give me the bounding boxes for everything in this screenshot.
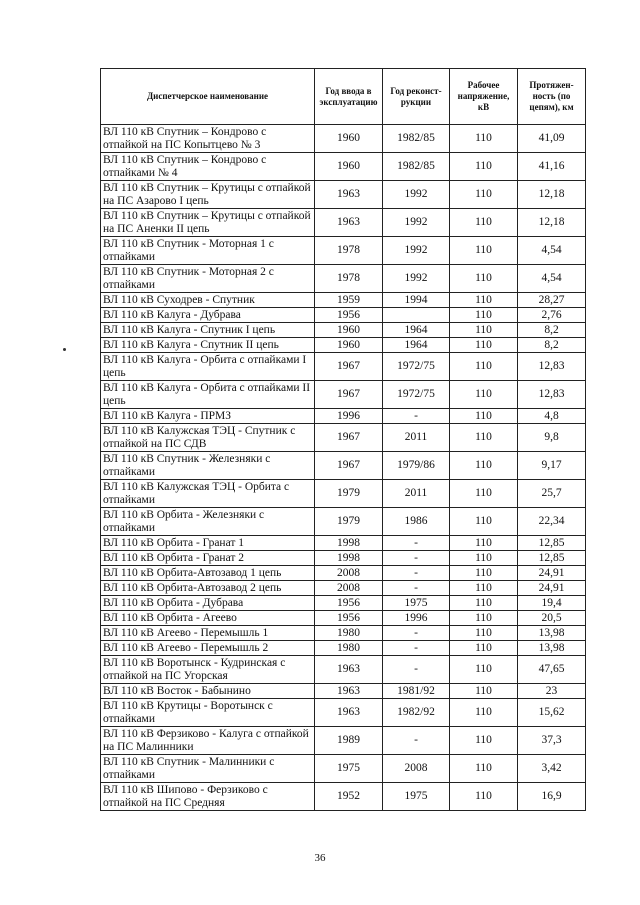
commission-year-cell: 1979 — [315, 480, 383, 508]
table-row — [101, 536, 586, 551]
length-cell: 8,2 — [518, 323, 586, 338]
reconstruction-year-cell: - — [383, 409, 450, 424]
reconstruction-year-cell: 1982/85 — [383, 125, 450, 153]
line-name-cell: ВЛ 110 кВ Калуга - Орбита с отпайками I цепь — [101, 353, 315, 381]
voltage-cell: 110 — [450, 209, 518, 237]
line-name-cell: ВЛ 110 кВ Калуга - Спутник I цепь — [101, 323, 315, 338]
line-name-cell: ВЛ 110 кВ Ферзиково - Калуга с отпайкой на ПС Малинники — [101, 727, 315, 755]
table-row — [101, 641, 586, 656]
line-name-cell: ВЛ 110 кВ Орбита - Гранат 2 — [101, 551, 315, 566]
length-cell: 3,42 — [518, 755, 586, 783]
voltage-cell: 110 — [450, 566, 518, 581]
commission-year-cell: 1956 — [315, 308, 383, 323]
length-cell: 16,9 — [518, 783, 586, 811]
line-name-cell: ВЛ 110 кВ Спутник – Крутицы с отпайкой на ПС Аненки II цепь — [101, 209, 315, 237]
commission-year-cell: 1980 — [315, 641, 383, 656]
reconstruction-year-cell: 2011 — [383, 480, 450, 508]
commission-year-cell: 1998 — [315, 551, 383, 566]
reconstruction-year-cell: 2008 — [383, 755, 450, 783]
reconstruction-year-cell: - — [383, 551, 450, 566]
voltage-cell: 110 — [450, 338, 518, 353]
length-cell: 41,09 — [518, 125, 586, 153]
length-cell: 2,76 — [518, 308, 586, 323]
voltage-cell: 110 — [450, 424, 518, 452]
voltage-cell: 110 — [450, 409, 518, 424]
table-row — [101, 293, 586, 308]
line-name-cell: ВЛ 110 кВ Спутник – Кондрово с отпайками № 4 — [101, 153, 315, 181]
length-cell: 12,18 — [518, 209, 586, 237]
reconstruction-year-cell: 1979/86 — [383, 452, 450, 480]
commission-year-cell: 1963 — [315, 656, 383, 684]
table-row — [101, 755, 586, 783]
length-cell: 15,62 — [518, 699, 586, 727]
table-row — [101, 783, 586, 811]
reconstruction-year-cell: - — [383, 536, 450, 551]
commission-year-cell: 1963 — [315, 684, 383, 699]
reconstruction-year-cell: 1975 — [383, 596, 450, 611]
reconstruction-year-cell: 1996 — [383, 611, 450, 626]
reconstruction-year-cell: - — [383, 626, 450, 641]
commission-year-cell: 1963 — [315, 209, 383, 237]
table-row — [101, 626, 586, 641]
margin-dot — [63, 348, 66, 351]
table-row — [101, 338, 586, 353]
line-name-cell: ВЛ 110 кВ Калужская ТЭЦ - Спутник с отпайкой на ПС СДВ — [101, 424, 315, 452]
length-cell: 4,54 — [518, 265, 586, 293]
length-cell: 9,17 — [518, 452, 586, 480]
table-row — [101, 551, 586, 566]
table-row — [101, 566, 586, 581]
header-length: Протяжен-ность (по цепям), км — [518, 69, 586, 125]
header-reconstruction-year: Год реконст-рукции — [383, 69, 450, 125]
commission-year-cell: 2008 — [315, 581, 383, 596]
line-name-cell: ВЛ 110 кВ Агеево - Перемышль 2 — [101, 641, 315, 656]
line-name-cell: ВЛ 110 кВ Агеево - Перемышль 1 — [101, 626, 315, 641]
commission-year-cell: 1967 — [315, 424, 383, 452]
table-row — [101, 125, 586, 153]
length-cell: 41,16 — [518, 153, 586, 181]
reconstruction-year-cell: 1992 — [383, 181, 450, 209]
page-number: 36 — [314, 852, 326, 864]
line-name-cell: ВЛ 110 кВ Орбита - Гранат 1 — [101, 536, 315, 551]
commission-year-cell: 1978 — [315, 265, 383, 293]
table-row — [101, 381, 586, 409]
line-name-cell: ВЛ 110 кВ Орбита-Автозавод 1 цепь — [101, 566, 315, 581]
voltage-cell: 110 — [450, 508, 518, 536]
table-row — [101, 656, 586, 684]
table-row — [101, 153, 586, 181]
voltage-cell: 110 — [450, 656, 518, 684]
reconstruction-year-cell: 1992 — [383, 265, 450, 293]
commission-year-cell: 2008 — [315, 566, 383, 581]
table-row — [101, 409, 586, 424]
commission-year-cell: 1963 — [315, 181, 383, 209]
commission-year-cell: 1960 — [315, 125, 383, 153]
length-cell: 24,91 — [518, 581, 586, 596]
line-name-cell: ВЛ 110 кВ Спутник – Крутицы с отпайкой на ПС Азарово I цепь — [101, 181, 315, 209]
voltage-cell: 110 — [450, 626, 518, 641]
reconstruction-year-cell: 1986 — [383, 508, 450, 536]
reconstruction-year-cell: 1972/75 — [383, 381, 450, 409]
reconstruction-year-cell: 1992 — [383, 209, 450, 237]
table-row — [101, 308, 586, 323]
length-cell: 12,83 — [518, 381, 586, 409]
line-name-cell: ВЛ 110 кВ Спутник - Железняки с отпайками — [101, 452, 315, 480]
length-cell: 20,5 — [518, 611, 586, 626]
voltage-cell: 110 — [450, 125, 518, 153]
commission-year-cell: 1959 — [315, 293, 383, 308]
line-name-cell: ВЛ 110 кВ Орбита-Автозавод 2 цепь — [101, 581, 315, 596]
table-row — [101, 596, 586, 611]
line-name-cell: ВЛ 110 кВ Спутник - Моторная 2 с отпайками — [101, 265, 315, 293]
table-row — [101, 424, 586, 452]
reconstruction-year-cell: 1994 — [383, 293, 450, 308]
line-name-cell: ВЛ 110 кВ Воротынск - Кудринская с отпайкой на ПС Угорская — [101, 656, 315, 684]
voltage-cell: 110 — [450, 293, 518, 308]
voltage-cell: 110 — [450, 581, 518, 596]
header-dispatch-name: Диспетчерское наименование — [101, 69, 315, 125]
length-cell: 4,8 — [518, 409, 586, 424]
commission-year-cell: 1960 — [315, 338, 383, 353]
table-row — [101, 480, 586, 508]
table-row — [101, 181, 586, 209]
voltage-cell: 110 — [450, 265, 518, 293]
table-row — [101, 209, 586, 237]
reconstruction-year-cell: 1981/92 — [383, 684, 450, 699]
reconstruction-year-cell: - — [383, 566, 450, 581]
length-cell: 37,3 — [518, 727, 586, 755]
commission-year-cell: 1960 — [315, 323, 383, 338]
reconstruction-year-cell: - — [383, 656, 450, 684]
commission-year-cell: 1989 — [315, 727, 383, 755]
voltage-cell: 110 — [450, 480, 518, 508]
length-cell: 47,65 — [518, 656, 586, 684]
commission-year-cell: 1956 — [315, 596, 383, 611]
commission-year-cell: 1980 — [315, 626, 383, 641]
length-cell: 23 — [518, 684, 586, 699]
line-name-cell: ВЛ 110 кВ Восток - Бабынино — [101, 684, 315, 699]
voltage-cell: 110 — [450, 153, 518, 181]
length-cell: 13,98 — [518, 641, 586, 656]
line-name-cell: ВЛ 110 кВ Спутник - Моторная 1 с отпайками — [101, 237, 315, 265]
commission-year-cell: 1996 — [315, 409, 383, 424]
line-name-cell: ВЛ 110 кВ Калуга - Спутник II цепь — [101, 338, 315, 353]
voltage-cell: 110 — [450, 641, 518, 656]
length-cell: 12,18 — [518, 181, 586, 209]
table-row — [101, 611, 586, 626]
commission-year-cell: 1975 — [315, 755, 383, 783]
reconstruction-year-cell: 1975 — [383, 783, 450, 811]
voltage-cell: 110 — [450, 699, 518, 727]
table-row — [101, 323, 586, 338]
line-name-cell: ВЛ 110 кВ Орбита - Дубрава — [101, 596, 315, 611]
length-cell: 12,85 — [518, 551, 586, 566]
length-cell: 9,8 — [518, 424, 586, 452]
commission-year-cell: 1960 — [315, 153, 383, 181]
commission-year-cell: 1952 — [315, 783, 383, 811]
length-cell: 12,85 — [518, 536, 586, 551]
length-cell: 19,4 — [518, 596, 586, 611]
line-name-cell: ВЛ 110 кВ Орбита - Агеево — [101, 611, 315, 626]
line-name-cell: ВЛ 110 кВ Калуга - Орбита с отпайками II цепь — [101, 381, 315, 409]
voltage-cell: 110 — [450, 783, 518, 811]
length-cell: 12,83 — [518, 353, 586, 381]
reconstruction-year-cell: 1972/75 — [383, 353, 450, 381]
line-name-cell: ВЛ 110 кВ Суходрев - Спутник — [101, 293, 315, 308]
commission-year-cell: 1978 — [315, 237, 383, 265]
reconstruction-year-cell: 1982/92 — [383, 699, 450, 727]
length-cell: 28,27 — [518, 293, 586, 308]
reconstruction-year-cell — [383, 308, 450, 323]
table-body — [101, 125, 586, 811]
reconstruction-year-cell: 1982/85 — [383, 153, 450, 181]
commission-year-cell: 1998 — [315, 536, 383, 551]
commission-year-cell: 1956 — [315, 611, 383, 626]
voltage-cell: 110 — [450, 381, 518, 409]
line-name-cell: ВЛ 110 кВ Орбита - Железняки с отпайками — [101, 508, 315, 536]
voltage-cell: 110 — [450, 611, 518, 626]
line-name-cell: ВЛ 110 кВ Шипово - Ферзиково с отпайкой на ПС Средняя — [101, 783, 315, 811]
power-lines-table — [100, 68, 586, 811]
table-row — [101, 237, 586, 265]
reconstruction-year-cell: 1964 — [383, 338, 450, 353]
commission-year-cell: 1967 — [315, 353, 383, 381]
voltage-cell: 110 — [450, 684, 518, 699]
header-commission-year: Год ввода в эксплуатацию — [315, 69, 383, 125]
voltage-cell: 110 — [450, 755, 518, 783]
commission-year-cell: 1963 — [315, 699, 383, 727]
table-row — [101, 727, 586, 755]
reconstruction-year-cell: - — [383, 581, 450, 596]
line-name-cell: ВЛ 110 кВ Крутицы - Воротынск с отпайками — [101, 699, 315, 727]
voltage-cell: 110 — [450, 323, 518, 338]
table-row — [101, 265, 586, 293]
table-row — [101, 581, 586, 596]
line-name-cell: ВЛ 110 кВ Спутник – Кондрово с отпайкой на ПС Копытцево № 3 — [101, 125, 315, 153]
reconstruction-year-cell: 2011 — [383, 424, 450, 452]
reconstruction-year-cell: - — [383, 641, 450, 656]
line-name-cell: ВЛ 110 кВ Спутник - Малинники с отпайками — [101, 755, 315, 783]
voltage-cell: 110 — [450, 181, 518, 209]
reconstruction-year-cell: 1964 — [383, 323, 450, 338]
line-name-cell: ВЛ 110 кВ Калужская ТЭЦ - Орбита с отпайками — [101, 480, 315, 508]
header-operating-voltage: Рабочее напряжение, кВ — [450, 69, 518, 125]
length-cell: 13,98 — [518, 626, 586, 641]
commission-year-cell: 1967 — [315, 381, 383, 409]
voltage-cell: 110 — [450, 596, 518, 611]
table-header-row — [101, 69, 586, 125]
table-row — [101, 353, 586, 381]
voltage-cell: 110 — [450, 308, 518, 323]
voltage-cell: 110 — [450, 536, 518, 551]
length-cell: 24,91 — [518, 566, 586, 581]
table-row — [101, 508, 586, 536]
table-row — [101, 452, 586, 480]
reconstruction-year-cell: - — [383, 727, 450, 755]
voltage-cell: 110 — [450, 452, 518, 480]
voltage-cell: 110 — [450, 237, 518, 265]
table-row — [101, 699, 586, 727]
line-name-cell: ВЛ 110 кВ Калуга - Дубрава — [101, 308, 315, 323]
voltage-cell: 110 — [450, 353, 518, 381]
length-cell: 8,2 — [518, 338, 586, 353]
voltage-cell: 110 — [450, 727, 518, 755]
length-cell: 25,7 — [518, 480, 586, 508]
commission-year-cell: 1967 — [315, 452, 383, 480]
table-row — [101, 684, 586, 699]
commission-year-cell: 1979 — [315, 508, 383, 536]
line-name-cell: ВЛ 110 кВ Калуга - ПРМЗ — [101, 409, 315, 424]
voltage-cell: 110 — [450, 551, 518, 566]
length-cell: 22,34 — [518, 508, 586, 536]
reconstruction-year-cell: 1992 — [383, 237, 450, 265]
length-cell: 4,54 — [518, 237, 586, 265]
